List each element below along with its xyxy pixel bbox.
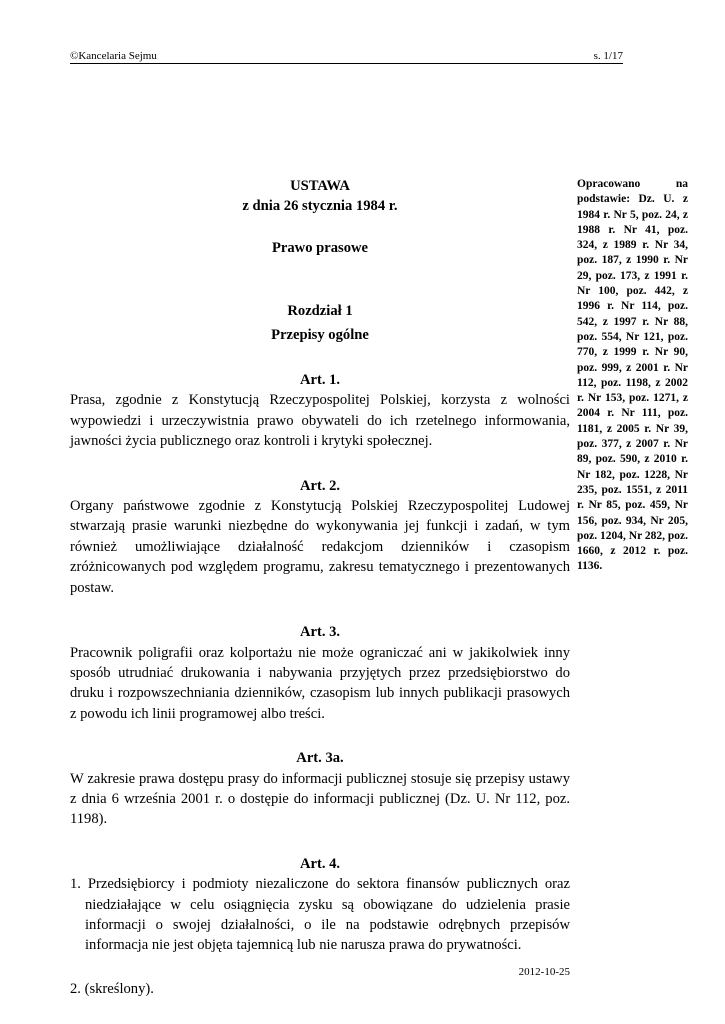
article-text: Pracownik poligrafii oraz kolportażu nie może ograniczać ani w jakikolwiek inny sposób utrudniać drukowania i nabywania przyjętych przez przedsiębiorstwo do druku i rozpowszechniania dzienników, czasopism lub innych publikacji prasowych z powodu ich linii programowej albo treści. xyxy=(70,644,570,722)
article-heading: Art. 1. xyxy=(299,372,341,389)
act-type: USTAWA xyxy=(290,178,350,194)
article-item: 2. (skreślony). xyxy=(70,980,154,997)
source-sidenote: Opracowano na podstawie: Dz. U. z 1984 r. Nr 5, poz. 24, z 1988 r. Nr 41, poz. 324, z 1989 r. Nr 34, poz. 187, z 1990 r. Nr 29, poz. 173, z 1991 r. Nr 100, poz. 442, z 1996 r. Nr 114, poz. 542, z 1997 r. Nr 88, poz. 554, Nr 121, poz. 770, z 1999 r. Nr 90, poz. 999, z 2001 r. Nr 112, poz. 1198, z 2002 r. Nr 153, poz. 1271, z 2004 r. Nr 111, poz. 1181, z 2005 r. Nr 39, poz. 377, z 2007 r. Nr 89, poz. 590, z 2010 r. Nr 182, poz. 1228, Nr 235, poz. 1551, z 2011 r. Nr 85, poz. 459, Nr 156, poz. 934, Nr 205, poz. 1204, Nr 282, poz. 1660, z 2012 r. poz. 1136. xyxy=(577,178,688,573)
header-page-number: s. 1/17 xyxy=(593,50,623,62)
footer-date: 2012-10-25 xyxy=(518,966,570,978)
article-heading: Art. 2. xyxy=(299,477,341,494)
chapter-name: Przepisy ogólne xyxy=(271,326,369,343)
document-body xyxy=(70,176,570,999)
act-title: Prawo prasowe xyxy=(271,239,369,256)
article-text: W zakresie prawa dostępu prasy do informacji publicznej stosuje się przepisy ustawy z dnia 6 września 2001 r. o dostępie do informacji publicznej (Dz. U. Nr 112, poz. 1198). xyxy=(70,770,570,828)
article-text: Prasa, zgodnie z Konstytucją Rzeczypospolitej Polskiej, korzysta z wolności wypowiedzi i urzeczywistnia prawo obywateli do ich rzetelnego informowania, jawności życia publicznego oraz kontroli i krytyki społecznej. xyxy=(70,392,570,450)
act-date: z dnia 26 stycznia 1984 r. xyxy=(242,198,398,215)
article-text: Organy państwowe zgodnie z Konstytucją Polskiej Rzeczypospolitej Ludowej stwarzają prasie warunki niezbędne do wykonywania jej funkcji i zadań, w tym również umożliwiające działalność redakcjom dzienników i czasopism zróżnicowanych pod względem programu, zakresu tematycznego i prezentowanych postaw. xyxy=(70,498,570,596)
article-item: 1. Przedsiębiorcy i podmioty niezaliczone do sektora finansów publicznych oraz niedziałające w celu osiągnięcia zysku są obowiązane do udzielenia prasie informacji o swojej działalności, o ile na podstawie odrębnych przepisów informacja nie jest objęta tajemnicą lub nie narusza prawa do prywatności. xyxy=(70,876,570,954)
page-header xyxy=(70,50,623,64)
header-publisher: ©Kancelaria Sejmu xyxy=(70,50,157,62)
article-heading: Art. 3. xyxy=(299,624,341,641)
article-heading: Art. 4. xyxy=(299,855,341,872)
chapter-number: Rozdział 1 xyxy=(287,303,353,320)
article-heading: Art. 3a. xyxy=(296,750,344,767)
